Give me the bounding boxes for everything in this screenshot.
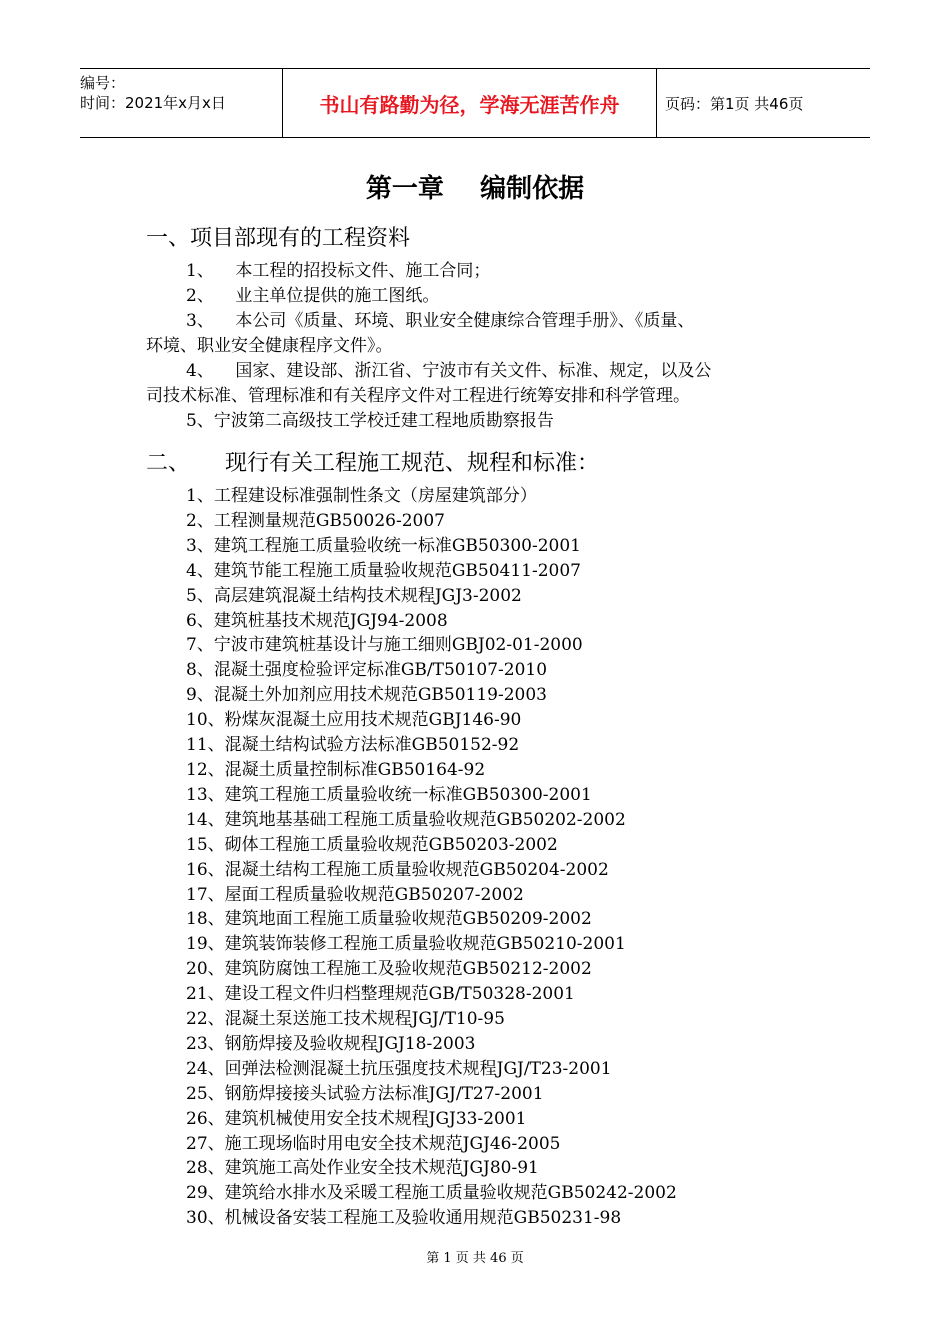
standard-item: 2、工程测量规范GB50026-2007 xyxy=(186,510,445,531)
standard-item: 30、机械设备安装工程施工及验收通用规范GB50231-98 xyxy=(186,1208,622,1229)
standard-item: 5、高层建筑混凝土结构技术规程JGJ3-2002 xyxy=(186,585,522,606)
standard-item: 20、建筑防腐蚀工程施工及验收规范GB50212-2002 xyxy=(186,959,592,980)
standard-item: 19、建筑装饰装修工程施工质量验收规范GB50210-2001 xyxy=(186,934,626,955)
standard-item: 21、建设工程文件归档整理规范GB/T50328-2001 xyxy=(186,984,575,1005)
standard-item: 13、建筑工程施工质量验收统一标准GB50300-2001 xyxy=(186,784,592,805)
standard-item: 3、建筑工程施工质量验收统一标准GB50300-2001 xyxy=(186,535,581,556)
document-number-label: 编号： xyxy=(80,74,126,92)
standard-item: 29、建筑给水排水及采暖工程施工质量验收规范GB50242-2002 xyxy=(186,1183,677,1204)
header-meta xyxy=(80,69,282,137)
standard-item: 6、建筑桩基技术规范JGJ94-2008 xyxy=(186,610,448,631)
standard-item: 18、建筑地面工程施工质量验收规范GB50209-2002 xyxy=(186,909,592,930)
standard-item: 11、混凝土结构试验方法标准GB50152-92 xyxy=(186,735,520,756)
standard-item: 16、混凝土结构工程施工质量验收规范GB50204-2002 xyxy=(186,859,609,880)
section-title-2: 二、 现行有关工程施工规范、规程和标准： xyxy=(146,451,599,476)
section1-item: 5、宁波第二高级技工学校迁建工程地质勘察报告 xyxy=(186,411,554,431)
header-motto: 书山有路勤为径，学海无涯苦作舟 xyxy=(282,69,657,137)
section1-item: 1、 本工程的招投标文件、施工合同； xyxy=(186,261,491,281)
header-page-info: 页码：第1页 共46页 xyxy=(665,94,804,113)
standard-item: 27、施工现场临时用电安全技术规范JGJ46-2005 xyxy=(186,1133,561,1154)
standard-item: 7、宁波市建筑桩基设计与施工细则GBJ02-01-2000 xyxy=(186,635,583,656)
standard-item: 22、混凝土泵送施工技术规程JGJ/T10-95 xyxy=(186,1009,505,1030)
standards-list xyxy=(186,484,677,1231)
standard-item: 15、砌体工程施工质量验收规范GB50203-2002 xyxy=(186,834,558,855)
standard-item: 17、屋面工程质量验收规范GB50207-2002 xyxy=(186,884,524,905)
section1-item: 3、 本公司《质量、环境、职业安全健康综合管理手册》、《质量、 环境、职业安全健康程序文件》。 xyxy=(146,311,695,356)
standard-item: 4、建筑节能工程施工质量验收规范GB50411-2007 xyxy=(186,560,581,581)
document-date: 时间：2021年x月x日 xyxy=(80,94,226,112)
standard-item: 9、混凝土外加剂应用技术规范GB50119-2003 xyxy=(186,685,547,706)
page-header xyxy=(80,68,870,138)
section1-item: 2、 业主单位提供的施工图纸。 xyxy=(186,286,440,306)
standard-item: 23、钢筋焊接及验收规程JGJ18-2003 xyxy=(186,1033,476,1054)
standard-item: 8、混凝土强度检验评定标准GB/T50107-2010 xyxy=(186,660,548,681)
standard-item: 28、建筑施工高处作业安全技术规范JGJ80-91 xyxy=(186,1158,539,1179)
standard-item: 26、建筑机械使用安全技术规程JGJ33-2001 xyxy=(186,1108,527,1129)
standard-item: 24、回弹法检测混凝土抗压强度技术规程JGJ/T23-2001 xyxy=(186,1058,612,1079)
page-footer: 第 1 页 共 46 页 xyxy=(426,1251,524,1266)
standard-item: 14、建筑地基基础工程施工质量验收规范GB50202-2002 xyxy=(186,809,626,830)
standard-item: 1、工程建设标准强制性条文（房屋建筑部分） xyxy=(186,486,537,506)
standard-item: 25、钢筋焊接接头试验方法标准JGJ/T27-2001 xyxy=(186,1083,544,1104)
section-title-1: 一、项目部现有的工程资料 xyxy=(146,226,411,251)
standard-item: 10、粉煤灰混凝土应用技术规范GBJ146-90 xyxy=(186,710,522,731)
standard-item: 12、混凝土质量控制标准GB50164-92 xyxy=(186,759,486,780)
chapter-title: 第一章 编制依据 xyxy=(365,174,585,204)
section1-item: 4、 国家、建设部、浙江省、宁波市有关文件、标准、规定，以及公 司技术标准、管理标准和有关程序文件对工程进行统筹安排和科学管理。 xyxy=(146,361,712,406)
